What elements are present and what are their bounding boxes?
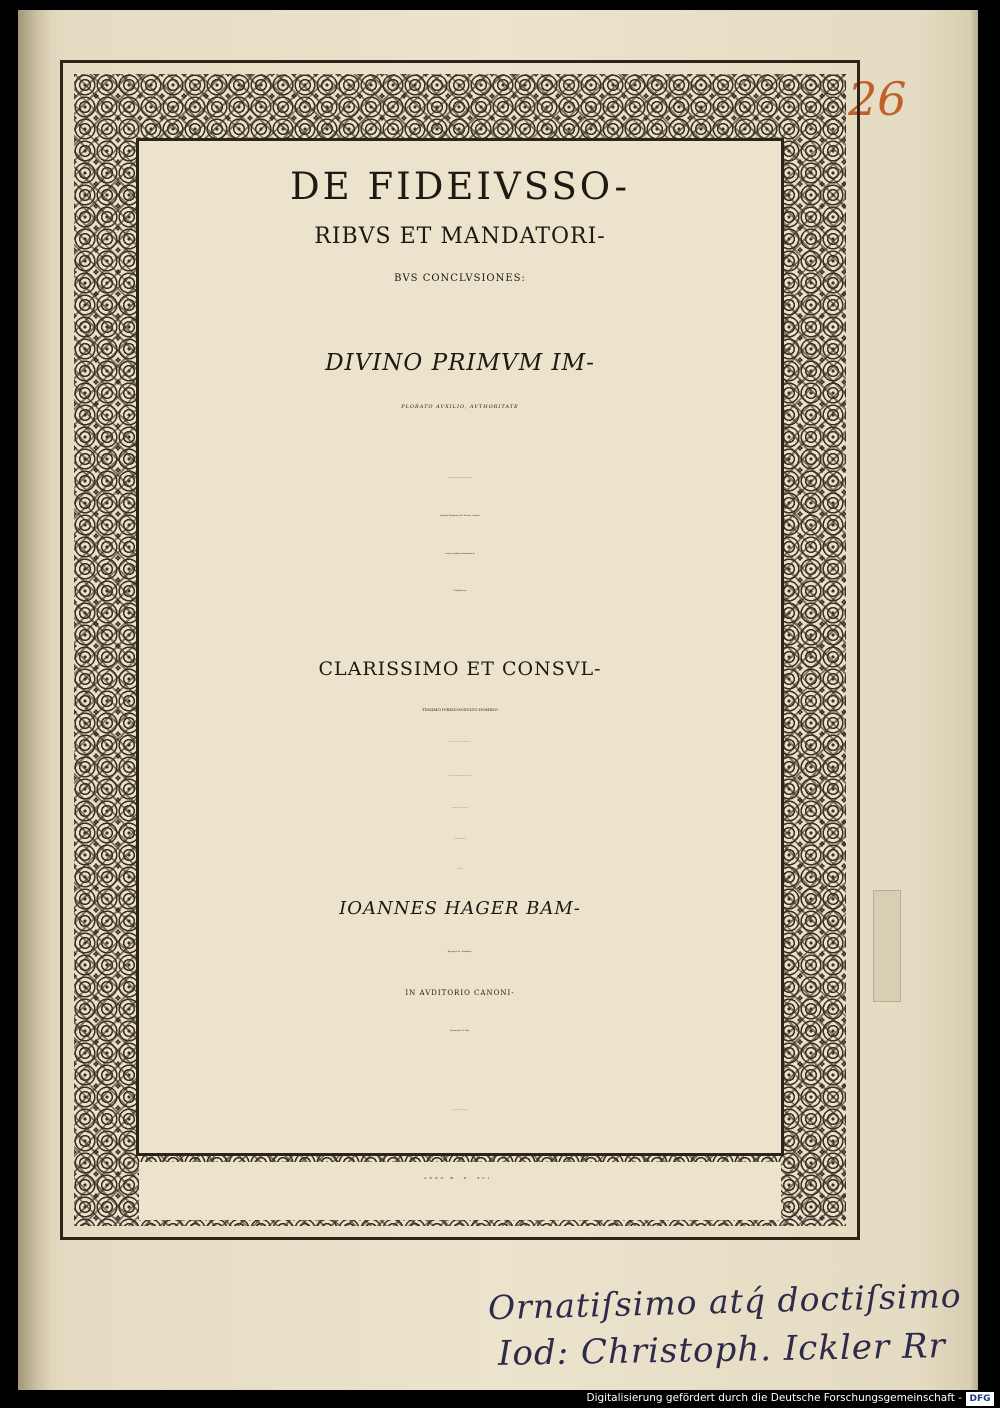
title-line: obſeruantia colendo, pro ingenij [451,808,469,809]
funding-credit: Digitalisierung gefördert durch die Deutsche Forschungsgemeinschaft - [586,1392,962,1404]
title-line: rumq́; eiuſdem Senatorum & [445,553,475,555]
title-line: PLORATO AVXILIO, AVTHORITATE [401,404,519,410]
title-line: inclyti Collegij Iuridici in alma & Catholica Ingol- [447,478,473,479]
handwritten-dedication-line: Ornatiſsimo atq́ doctiſsimo [487,1275,963,1328]
page-tab [873,890,901,1002]
title-line: Ex Officina DAVIDIS SARTORII. [451,1110,469,1111]
title-line: IOANNES HAGER BAM- [339,898,581,919]
imprint-year: ANNO M. D. XCI. [424,1176,496,1180]
title-line: DIVINO PRIMVM IM- [325,350,595,376]
title-line: CLARISSIMO ET CONSVL- [318,658,602,680]
title-line: ſtarum die 10 Iulij. [450,1030,470,1032]
ornamental-frame-inner-line [136,138,784,1156]
title-line: Profeſſore ordinario, præceptore ſuo ſumma [448,776,472,777]
title-line: RIBVS ET MANDATORI- [314,224,606,249]
title-line: BVS CONCLVSIONES: [394,273,526,284]
handwritten-dedication-line: Iod: Christoph. Ickler Rr [497,1326,947,1374]
title-line: CASPARO HELL I.V.D. ANTECESSORE, ET LL. [448,742,472,743]
page-number: 26 [848,72,907,126]
title-line: TISSIMO IVRISCONSVLTO DOMINO [422,707,498,712]
title-line: ſui tenuitate defendere [454,839,466,840]
dfg-logo-icon: DFG [966,1392,994,1406]
title-line: ſtadienſi Academia Dn. Decani, cætero- [439,515,480,517]
year-panel [139,1162,781,1220]
page-fold-shadow [18,10,52,1390]
title-line: Profeſſorum: [453,590,467,592]
title-line: DE FIDEIVSSO- [290,165,630,208]
title-line: IN AVDITORIO CANONI- [405,989,515,997]
page-edge-shadow [970,10,978,1390]
title-line: conabitur: [457,869,463,870]
title-line: bergenſis LL. Studioſus. [447,951,473,953]
